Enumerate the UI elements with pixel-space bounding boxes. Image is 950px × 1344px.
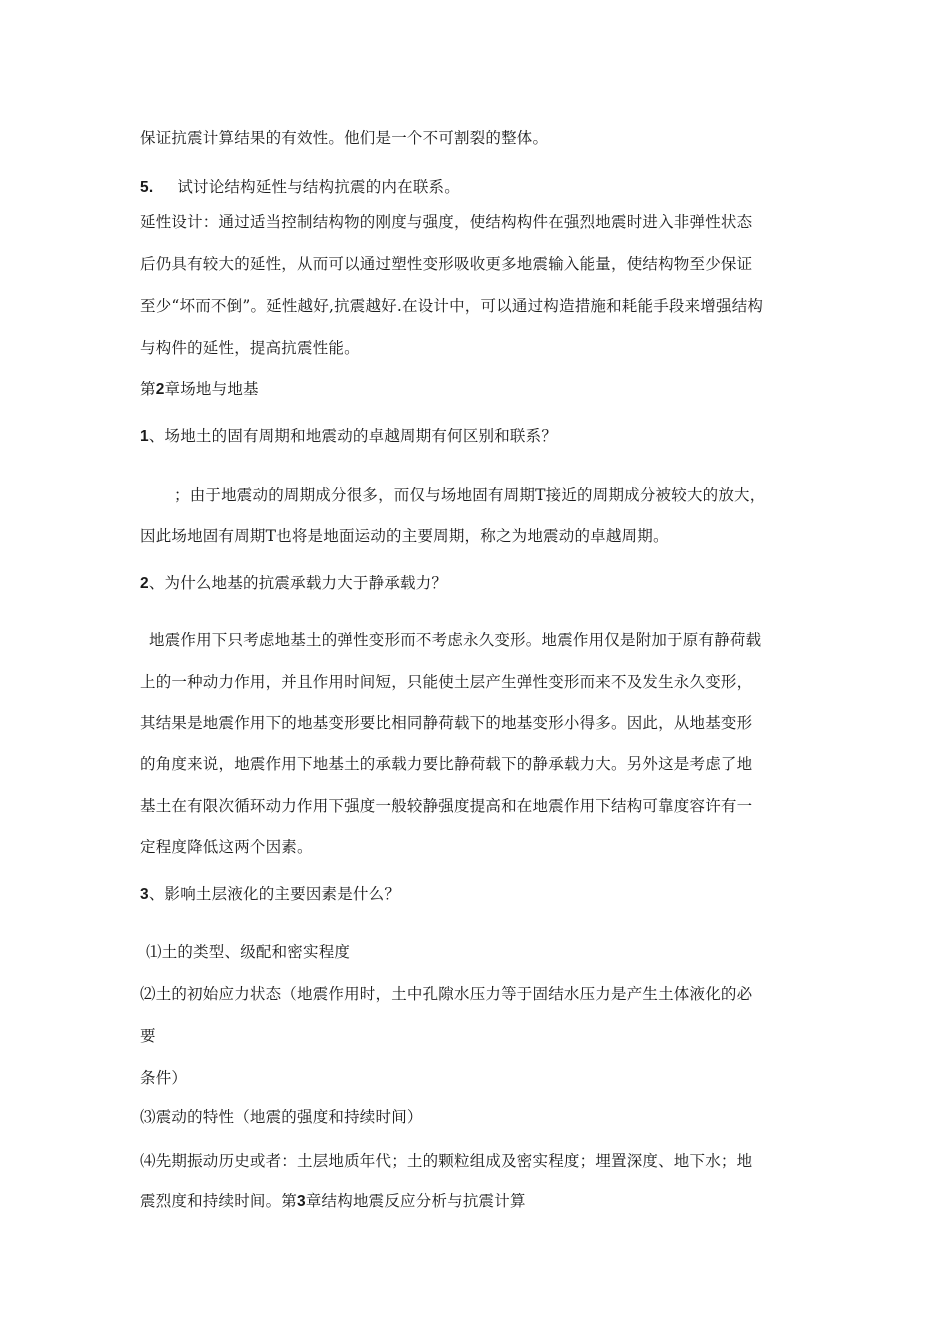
list-item: ⑷先期振动历史或者：土层地质年代；土的颗粒组成及密实程度；埋置深度、地下水；地 bbox=[140, 1152, 753, 1170]
paragraph-line: 震烈度和持续时间。第3章结构地震反应分析与抗震计算 bbox=[140, 1192, 526, 1210]
paragraph-line: 的角度来说，地震作用下地基土的承载力要比静荷载下的静承载力大。另外这是考虑了地 bbox=[140, 755, 753, 773]
paragraph-line: 因此场地固有周期T也将是地面运动的主要周期，称之为地震动的卓越周期。 bbox=[140, 527, 669, 545]
paragraph-line: ；由于地震动的周期成分很多，而仅与场地固有周期T接近的周期成分被较大的放大， bbox=[174, 486, 766, 504]
paragraph-line: 延性设计：通过适当控制结构物的刚度与强度，使结构构件在强烈地震时进入非弹性状态 bbox=[140, 213, 753, 231]
question-number: 5. bbox=[140, 179, 154, 196]
paragraph-line: 后仍具有较大的延性，从而可以通过塑性变形吸收更多地震输入能量，使结构物至少保证 bbox=[140, 255, 753, 273]
list-item: ⑶震动的特性（地震的强度和持续时间） bbox=[140, 1108, 423, 1126]
paragraph-line: 基土在有限次循环动力作用下强度一般较静强度提高和在地震作用下结构可靠度容许有一 bbox=[140, 797, 753, 815]
paragraph-line: 上的一种动力作用，并且作用时间短，只能使土层产生弹性变形而来不及发生永久变形， bbox=[140, 673, 753, 691]
question-heading: 2、为什么地基的抗震承载力大于静承载力？ bbox=[140, 574, 448, 592]
paragraph-line: 定程度降低这两个因素。 bbox=[140, 838, 313, 856]
list-item: ⑴土的类型、级配和密实程度 bbox=[146, 943, 351, 961]
question-heading: 1、场地土的固有周期和地震动的卓越周期有何区别和联系？ bbox=[140, 427, 558, 445]
question-heading: 3、影响土层液化的主要因素是什么？ bbox=[140, 885, 401, 903]
list-item-continuation: 条件） bbox=[140, 1069, 188, 1087]
paragraph-line: 保证抗震计算结果的有效性。他们是一个不可割裂的整体。 bbox=[140, 129, 549, 147]
paragraph-line: 其结果是地震作用下的地基变形要比相同静荷载下的地基变形小得多。因此，从地基变形 bbox=[140, 714, 753, 732]
question-heading: 5. 试讨论结构延性与结构抗震的内在联系。 bbox=[140, 178, 460, 196]
list-item-continuation: 要 bbox=[140, 1027, 156, 1045]
chapter-heading: 第2章场地与地基 bbox=[140, 380, 259, 398]
paragraph-line: 至少“坏而不倒”。延性越好,抗震越好.在设计中，可以通过构造措施和耗能手段来增强结构 bbox=[140, 297, 764, 315]
list-item: ⑵土的初始应力状态（地震作用时，土中孔隙水压力等于固结水压力是产生土体液化的必 bbox=[140, 985, 753, 1003]
paragraph-line: 与构件的延性，提高抗震性能。 bbox=[140, 339, 360, 357]
paragraph-line: 地震作用下只考虑地基土的弹性变形而不考虑永久变形。地震作用仅是附加于原有静荷载 bbox=[149, 631, 762, 649]
